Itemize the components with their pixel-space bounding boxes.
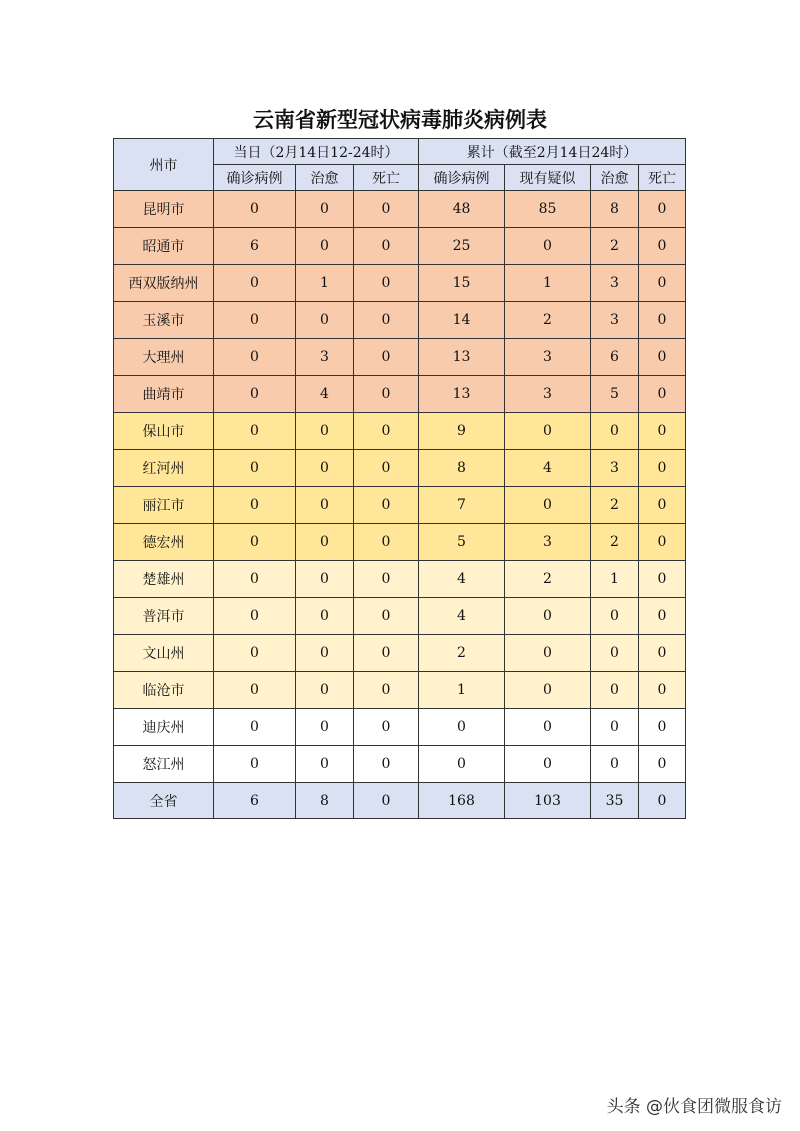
value-cell: 0 <box>505 672 591 709</box>
col-header-suspected: 现有疑似 <box>505 165 591 191</box>
value-cell: 0 <box>214 191 296 228</box>
value-cell: 0 <box>354 635 419 672</box>
value-cell: 0 <box>639 746 686 783</box>
value-cell: 15 <box>419 265 505 302</box>
total-value-cell: 168 <box>419 783 505 819</box>
value-cell: 0 <box>296 672 354 709</box>
value-cell: 0 <box>354 672 419 709</box>
value-cell: 0 <box>505 709 591 746</box>
value-cell: 85 <box>505 191 591 228</box>
table-row <box>114 598 686 635</box>
value-cell: 0 <box>639 228 686 265</box>
value-cell: 0 <box>354 191 419 228</box>
value-cell: 0 <box>639 487 686 524</box>
value-cell: 0 <box>214 265 296 302</box>
value-cell: 1 <box>591 561 639 598</box>
value-cell: 0 <box>214 598 296 635</box>
value-cell: 0 <box>639 191 686 228</box>
value-cell: 0 <box>639 302 686 339</box>
total-value-cell: 35 <box>591 783 639 819</box>
value-cell: 0 <box>505 413 591 450</box>
table-row <box>114 413 686 450</box>
value-cell: 2 <box>591 228 639 265</box>
value-cell: 4 <box>505 450 591 487</box>
total-value-cell: 0 <box>639 783 686 819</box>
total-value-cell: 0 <box>354 783 419 819</box>
value-cell: 6 <box>591 339 639 376</box>
value-cell: 2 <box>505 302 591 339</box>
value-cell: 4 <box>419 598 505 635</box>
value-cell: 13 <box>419 376 505 413</box>
region-cell: 德宏州 <box>114 524 214 561</box>
value-cell: 0 <box>296 746 354 783</box>
value-cell: 0 <box>639 524 686 561</box>
value-cell: 0 <box>214 635 296 672</box>
value-cell: 0 <box>296 524 354 561</box>
value-cell: 0 <box>214 413 296 450</box>
value-cell: 0 <box>591 598 639 635</box>
table-row <box>114 302 686 339</box>
watermark: 头条 @伙食团微服食访 <box>606 1097 782 1117</box>
value-cell: 8 <box>591 191 639 228</box>
daily-group-header: 当日（2月14日12-24时） <box>214 139 419 165</box>
value-cell: 1 <box>505 265 591 302</box>
value-cell: 3 <box>505 376 591 413</box>
value-cell: 0 <box>639 265 686 302</box>
value-cell: 0 <box>354 598 419 635</box>
region-cell: 迪庆州 <box>114 709 214 746</box>
value-cell: 1 <box>296 265 354 302</box>
value-cell: 0 <box>214 450 296 487</box>
region-cell: 普洱市 <box>114 598 214 635</box>
region-cell: 西双版纳州 <box>114 265 214 302</box>
value-cell: 0 <box>354 413 419 450</box>
value-cell: 13 <box>419 339 505 376</box>
total-value-cell: 103 <box>505 783 591 819</box>
value-cell: 0 <box>639 598 686 635</box>
header-row-groups <box>114 139 686 165</box>
table-row <box>114 191 686 228</box>
value-cell: 3 <box>591 450 639 487</box>
region-cell: 文山州 <box>114 635 214 672</box>
value-cell: 7 <box>419 487 505 524</box>
value-cell: 2 <box>505 561 591 598</box>
value-cell: 5 <box>591 376 639 413</box>
col-header-total-cured: 治愈 <box>591 165 639 191</box>
value-cell: 0 <box>639 635 686 672</box>
value-cell: 0 <box>296 487 354 524</box>
table-row <box>114 524 686 561</box>
value-cell: 0 <box>296 598 354 635</box>
table-row <box>114 228 686 265</box>
value-cell: 0 <box>639 561 686 598</box>
table-row <box>114 487 686 524</box>
region-cell: 昆明市 <box>114 191 214 228</box>
value-cell: 0 <box>505 746 591 783</box>
total-label: 全省 <box>114 783 214 819</box>
value-cell: 0 <box>214 339 296 376</box>
value-cell: 0 <box>591 672 639 709</box>
value-cell: 0 <box>214 561 296 598</box>
value-cell: 3 <box>505 524 591 561</box>
case-table <box>113 138 686 819</box>
col-header-daily-cured: 治愈 <box>296 165 354 191</box>
value-cell: 14 <box>419 302 505 339</box>
value-cell: 0 <box>505 598 591 635</box>
value-cell: 0 <box>354 524 419 561</box>
value-cell: 0 <box>639 450 686 487</box>
value-cell: 3 <box>591 265 639 302</box>
region-cell: 大理州 <box>114 339 214 376</box>
value-cell: 0 <box>639 709 686 746</box>
value-cell: 0 <box>354 265 419 302</box>
value-cell: 0 <box>214 709 296 746</box>
value-cell: 0 <box>505 635 591 672</box>
value-cell: 0 <box>354 450 419 487</box>
value-cell: 0 <box>354 339 419 376</box>
value-cell: 0 <box>354 228 419 265</box>
total-value-cell: 6 <box>214 783 296 819</box>
value-cell: 25 <box>419 228 505 265</box>
value-cell: 2 <box>591 524 639 561</box>
region-cell: 曲靖市 <box>114 376 214 413</box>
table-row <box>114 339 686 376</box>
col-header-daily-deaths: 死亡 <box>354 165 419 191</box>
col-header-total-deaths: 死亡 <box>639 165 686 191</box>
value-cell: 0 <box>354 376 419 413</box>
value-cell: 4 <box>296 376 354 413</box>
value-cell: 0 <box>296 709 354 746</box>
table-row <box>114 450 686 487</box>
region-cell: 玉溪市 <box>114 302 214 339</box>
value-cell: 0 <box>354 561 419 598</box>
value-cell: 4 <box>419 561 505 598</box>
value-cell: 0 <box>591 746 639 783</box>
value-cell: 0 <box>639 339 686 376</box>
value-cell: 0 <box>296 191 354 228</box>
value-cell: 0 <box>591 635 639 672</box>
total-value-cell: 8 <box>296 783 354 819</box>
region-cell: 红河州 <box>114 450 214 487</box>
table-row <box>114 746 686 783</box>
value-cell: 0 <box>354 709 419 746</box>
value-cell: 9 <box>419 413 505 450</box>
table-row <box>114 709 686 746</box>
col-header-total-confirmed: 确诊病例 <box>419 165 505 191</box>
value-cell: 0 <box>354 302 419 339</box>
value-cell: 0 <box>354 487 419 524</box>
value-cell: 3 <box>591 302 639 339</box>
cumulative-group-header: 累计（截至2月14日24时） <box>419 139 686 165</box>
value-cell: 5 <box>419 524 505 561</box>
page-title: 云南省新型冠状病毒肺炎病例表 <box>253 107 547 132</box>
value-cell: 2 <box>419 635 505 672</box>
region-header: 州市 <box>114 139 214 191</box>
value-cell: 0 <box>505 487 591 524</box>
value-cell: 48 <box>419 191 505 228</box>
value-cell: 0 <box>214 672 296 709</box>
value-cell: 0 <box>419 709 505 746</box>
total-row <box>114 783 686 819</box>
value-cell: 0 <box>591 709 639 746</box>
region-cell: 丽江市 <box>114 487 214 524</box>
value-cell: 0 <box>296 413 354 450</box>
value-cell: 0 <box>214 376 296 413</box>
value-cell: 0 <box>296 450 354 487</box>
region-cell: 保山市 <box>114 413 214 450</box>
value-cell: 0 <box>296 635 354 672</box>
value-cell: 0 <box>639 672 686 709</box>
region-cell: 怒江州 <box>114 746 214 783</box>
region-cell: 昭通市 <box>114 228 214 265</box>
value-cell: 0 <box>354 746 419 783</box>
value-cell: 0 <box>296 561 354 598</box>
value-cell: 2 <box>591 487 639 524</box>
table-row <box>114 672 686 709</box>
table-row <box>114 635 686 672</box>
value-cell: 1 <box>419 672 505 709</box>
value-cell: 0 <box>214 524 296 561</box>
region-cell: 楚雄州 <box>114 561 214 598</box>
value-cell: 0 <box>419 746 505 783</box>
value-cell: 0 <box>296 228 354 265</box>
value-cell: 6 <box>214 228 296 265</box>
value-cell: 0 <box>639 376 686 413</box>
value-cell: 0 <box>214 746 296 783</box>
value-cell: 0 <box>591 413 639 450</box>
region-cell: 临沧市 <box>114 672 214 709</box>
value-cell: 8 <box>419 450 505 487</box>
value-cell: 0 <box>639 413 686 450</box>
value-cell: 0 <box>214 302 296 339</box>
value-cell: 0 <box>214 487 296 524</box>
value-cell: 3 <box>296 339 354 376</box>
table-row <box>114 265 686 302</box>
col-header-daily-confirmed: 确诊病例 <box>214 165 296 191</box>
value-cell: 0 <box>296 302 354 339</box>
value-cell: 3 <box>505 339 591 376</box>
table-row <box>114 561 686 598</box>
table-row <box>114 376 686 413</box>
value-cell: 0 <box>505 228 591 265</box>
